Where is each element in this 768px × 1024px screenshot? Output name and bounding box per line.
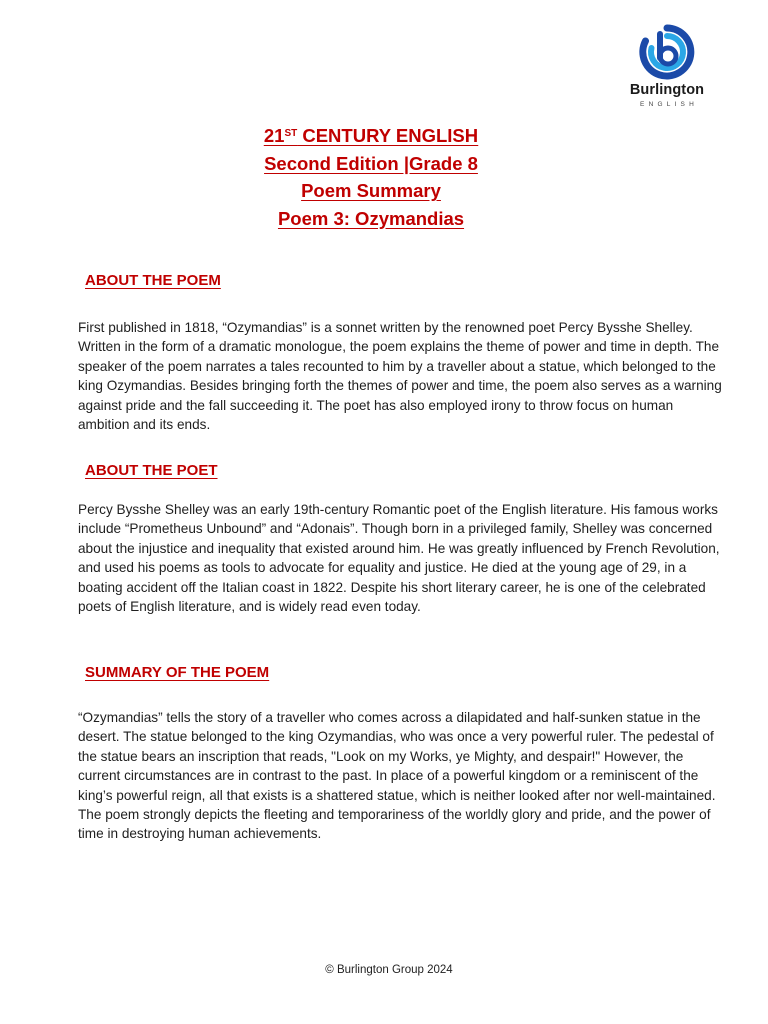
title-line-4: Poem 3: Ozymandias (277, 207, 465, 229)
burlington-logo (612, 24, 722, 120)
logo-name: Burlington (629, 82, 705, 98)
logo-subtitle: ENGLISH (640, 101, 698, 108)
title-line-1-superscript: ST (284, 128, 298, 139)
summary-heading: SUMMARY OF THE POEM (85, 664, 270, 681)
about-poet-heading: ABOUT THE POET (85, 462, 218, 479)
about-poem-text: First published in 1818, “Ozymandias” is a sonnet written by the renowned poet Percy Bysshe Shelley. Written in the form of a dramatic monologue, the poem explains the theme of power and time in depth. The speaker of the poem narrates a tales recounted to him by a traveller about a statue, which belonged to the king Ozymandias. Besides bringing forth the themes of power and time, the poem also serves as a warning against pride and the fall succeeding it. The poet has also employed irony to throw focus on human ambition and its ends. (78, 320, 722, 433)
about-poem-heading: ABOUT THE POEM (85, 272, 221, 289)
footer-copyright: © Burlington Group 2024 (325, 964, 453, 976)
title-line-3: Poem Summary (301, 180, 441, 201)
summary-text: “Ozymandias” tells the story of a traveller who comes across a dilapidated and half-sunken statue in the desert. The statue belonged to the king Ozymandias, who was once a very powerful ruler. The pedestal of the statue bears an inscription that reads, "Look on my Works, ye Mighty, and despair!" However, the current circumstances are in contrast to the past. In place of a powerful kingdom or a reminiscent of the king’s powerful reign, all that exists is a shattered statue, which is neither looked after nor well-maintained. The poem strongly depicts the fleeting and temporariness of the worldly glory and pride, and the power of time in destroying human achievements. (78, 710, 716, 842)
about-poet-text: Percy Bysshe Shelley was an early 19th-century Romantic poet of the English literature. His famous works include “Prometheus Unbound” and “Adonais”. Though born in a privileged family, Shelley was concerned about the injustice and inequality that existed around him. He was greatly influenced by French Revolution, and used his poems as tools to advocate for equality and justice. He died at the young age of 29, in a boating accident off the Italian coast in 1822. Despite his short literary career, he is one of the celebrated poets of English literature, and is widely read even today. (78, 502, 720, 615)
document-title (0, 122, 742, 232)
title-line-2: Second Edition |Grade 8 (264, 152, 478, 174)
title-line-1-suffix: CENTURY ENGLISH (297, 125, 479, 146)
burlington-logo-icon (639, 24, 695, 80)
title-line-1-prefix: 21 (263, 125, 285, 146)
title-line-1 (0, 122, 742, 150)
